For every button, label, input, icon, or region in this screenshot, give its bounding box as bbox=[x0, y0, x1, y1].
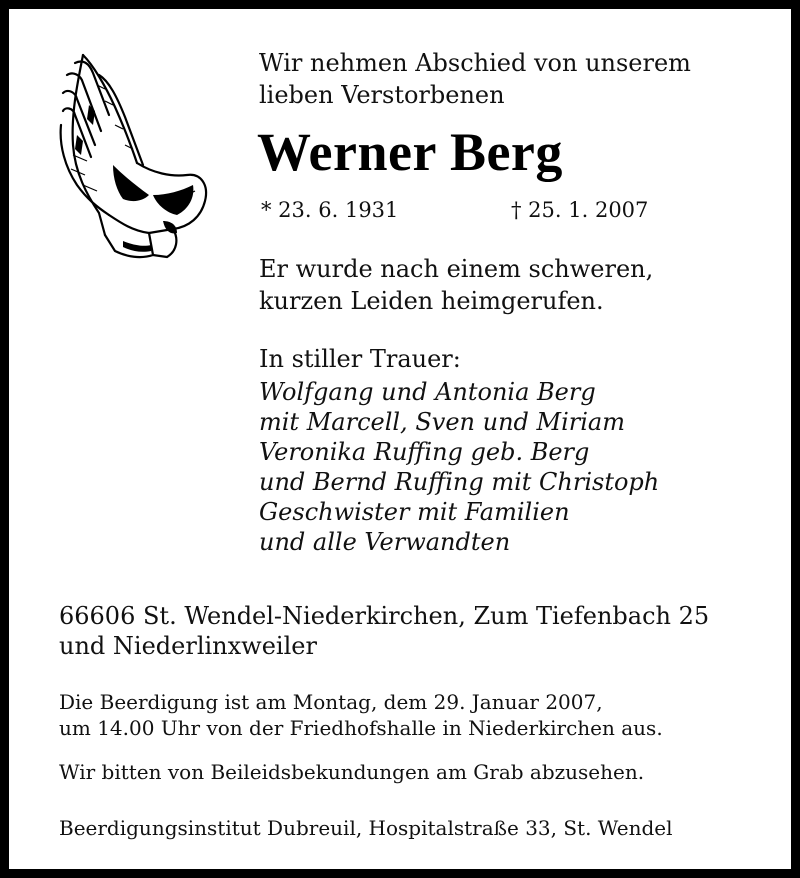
mourning-label: In stiller Trauer: bbox=[259, 345, 461, 373]
deceased-name: Werner Berg bbox=[257, 122, 563, 182]
address-line: und Niederlinxweiler bbox=[59, 632, 317, 660]
family-list bbox=[259, 377, 659, 557]
intro-line: lieben Verstorbenen bbox=[259, 81, 505, 109]
funeral-info bbox=[59, 689, 663, 741]
address bbox=[59, 601, 709, 661]
death-date: † 25. 1. 2007 bbox=[511, 198, 649, 222]
family-line: Wolfgang und Antonia Berg bbox=[259, 378, 596, 406]
address-line: 66606 St. Wendel-Niederkirchen, Zum Tiefenbach 25 bbox=[59, 602, 710, 630]
message-line: kurzen Leiden heimgerufen. bbox=[259, 287, 604, 315]
family-line: Veronika Ruffing geb. Berg bbox=[259, 438, 590, 466]
intro-text bbox=[259, 47, 691, 111]
praying-hands-icon bbox=[53, 45, 213, 263]
family-line: mit Marcell, Sven und Miriam bbox=[259, 408, 625, 436]
condolence-request: Wir bitten von Beileidsbekundungen am Grab abzusehen. bbox=[59, 760, 645, 784]
funeral-home: Beerdigungsinstitut Dubreuil, Hospitalstraße 33, St. Wendel bbox=[59, 816, 673, 840]
family-line: und Bernd Ruffing mit Christoph bbox=[259, 468, 660, 496]
intro-line: Wir nehmen Abschied von unserem bbox=[259, 49, 691, 77]
funeral-line: um 14.00 Uhr von der Friedhofshalle in Niederkirchen aus. bbox=[59, 716, 663, 740]
funeral-line: Die Beerdigung ist am Montag, dem 29. Januar 2007, bbox=[59, 690, 603, 714]
message-line: Er wurde nach einem schweren, bbox=[259, 255, 654, 283]
family-line: Geschwister mit Familien bbox=[259, 498, 570, 526]
message-text bbox=[259, 253, 653, 317]
family-line: und alle Verwandten bbox=[259, 528, 511, 556]
birth-date: * 23. 6. 1931 bbox=[261, 198, 399, 222]
